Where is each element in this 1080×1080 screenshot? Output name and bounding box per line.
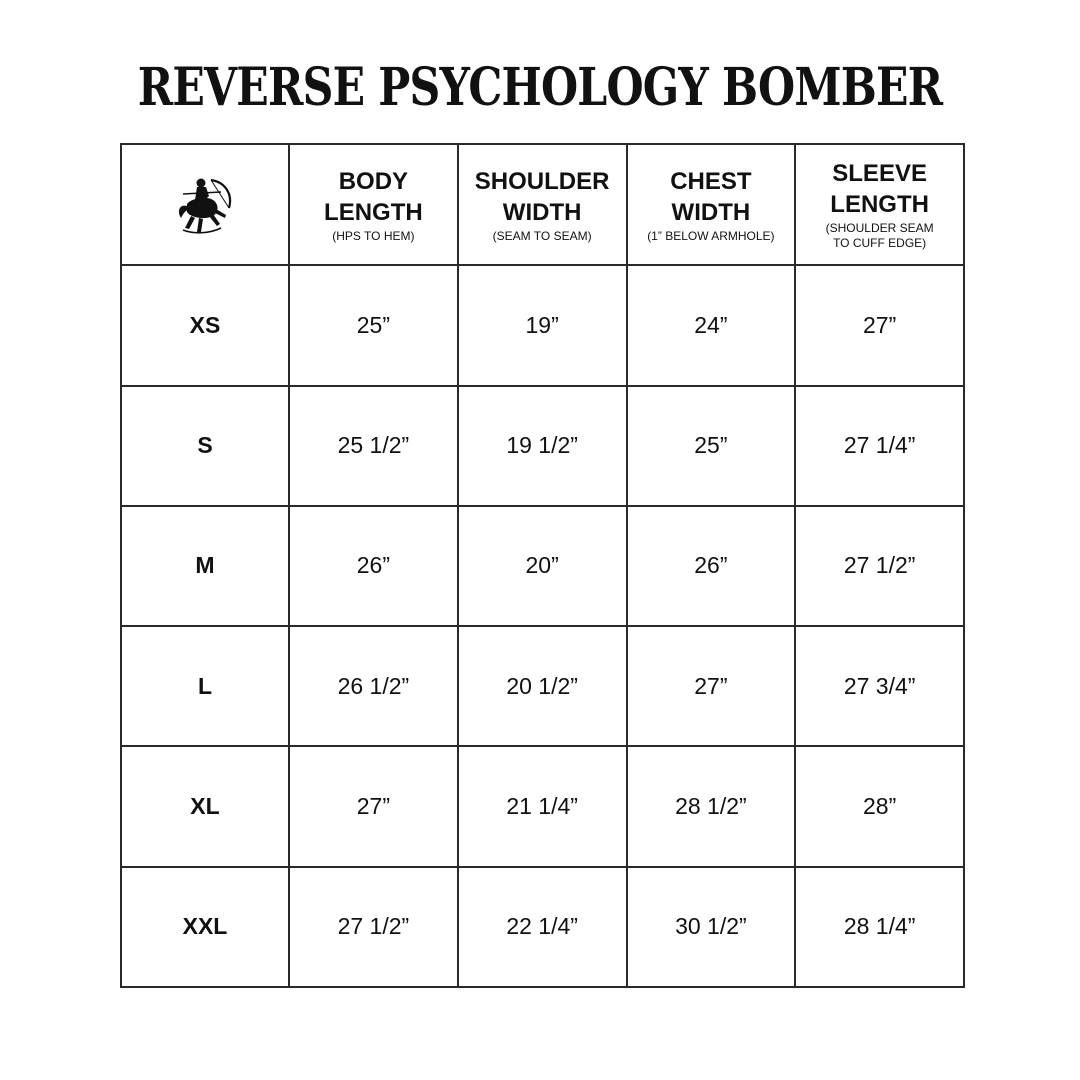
header-shoulder-width	[458, 144, 627, 265]
header-subtitle: (HPS TO HEM)	[332, 228, 415, 243]
shoulder-width-value: 21 1/4”	[458, 746, 627, 866]
header-title-line: WIDTH	[671, 198, 751, 226]
body-length-value: 26 1/2”	[289, 626, 458, 746]
header-title-line: CHEST	[670, 167, 752, 195]
size-label: L	[121, 626, 289, 746]
header-sleeve-length	[795, 144, 964, 265]
body-length-value: 25”	[289, 265, 458, 385]
size-row-xxl	[121, 867, 964, 987]
size-chart-table	[120, 143, 965, 988]
body-length-value: 27 1/2”	[289, 867, 458, 987]
header-title-line: WIDTH	[502, 198, 582, 226]
sleeve-length-value: 28”	[795, 746, 964, 866]
shoulder-width-value: 22 1/4”	[458, 867, 627, 987]
sleeve-length-value: 27 1/4”	[795, 386, 964, 506]
body-length-value: 26”	[289, 506, 458, 626]
size-row-xl	[121, 746, 964, 866]
header-chest-width	[627, 144, 796, 265]
chest-width-value: 30 1/2”	[627, 867, 796, 987]
header-title-line: SLEEVE	[832, 160, 927, 188]
header-subtitle: TO CUFF EDGE)	[833, 236, 927, 251]
chest-width-value: 28 1/2”	[627, 746, 796, 866]
sleeve-length-value: 27 3/4”	[795, 626, 964, 746]
body-length-value: 25 1/2”	[289, 386, 458, 506]
size-label: XL	[121, 746, 289, 866]
sleeve-length-value: 28 1/4”	[795, 867, 964, 987]
header-title-line: SHOULDER	[474, 167, 610, 195]
chest-width-value: 26”	[627, 506, 796, 626]
header-subtitle: (SHOULDER SEAM	[825, 221, 934, 236]
size-row-l	[121, 626, 964, 746]
size-label: M	[121, 506, 289, 626]
chest-width-value: 27”	[627, 626, 796, 746]
chest-width-value: 25”	[627, 386, 796, 506]
size-label: S	[121, 386, 289, 506]
header-body-length	[289, 144, 458, 265]
size-row-s	[121, 386, 964, 506]
size-label: XS	[121, 265, 289, 385]
page-title: REVERSE PSYCHOLOGY BOMBER	[137, 57, 943, 118]
header-title-line: LENGTH	[324, 198, 423, 226]
shoulder-width-value: 19 1/2”	[458, 386, 627, 506]
logo-cell	[121, 144, 289, 265]
size-row-m	[121, 506, 964, 626]
centaur-archer-icon	[173, 174, 237, 236]
size-label: XXL	[121, 867, 289, 987]
header-title-line: LENGTH	[830, 191, 929, 219]
shoulder-width-value: 20 1/2”	[458, 626, 627, 746]
chest-width-value: 24”	[627, 265, 796, 385]
header-subtitle: (SEAM TO SEAM)	[492, 228, 592, 243]
size-row-xs	[121, 265, 964, 385]
sleeve-length-value: 27 1/2”	[795, 506, 964, 626]
shoulder-width-value: 19”	[458, 265, 627, 385]
header-subtitle: (1” BELOW ARMHOLE)	[647, 228, 775, 243]
sleeve-length-value: 27”	[795, 265, 964, 385]
shoulder-width-value: 20”	[458, 506, 627, 626]
header-row	[121, 144, 964, 265]
body-length-value: 27”	[289, 746, 458, 866]
header-title-line: BODY	[338, 167, 409, 195]
